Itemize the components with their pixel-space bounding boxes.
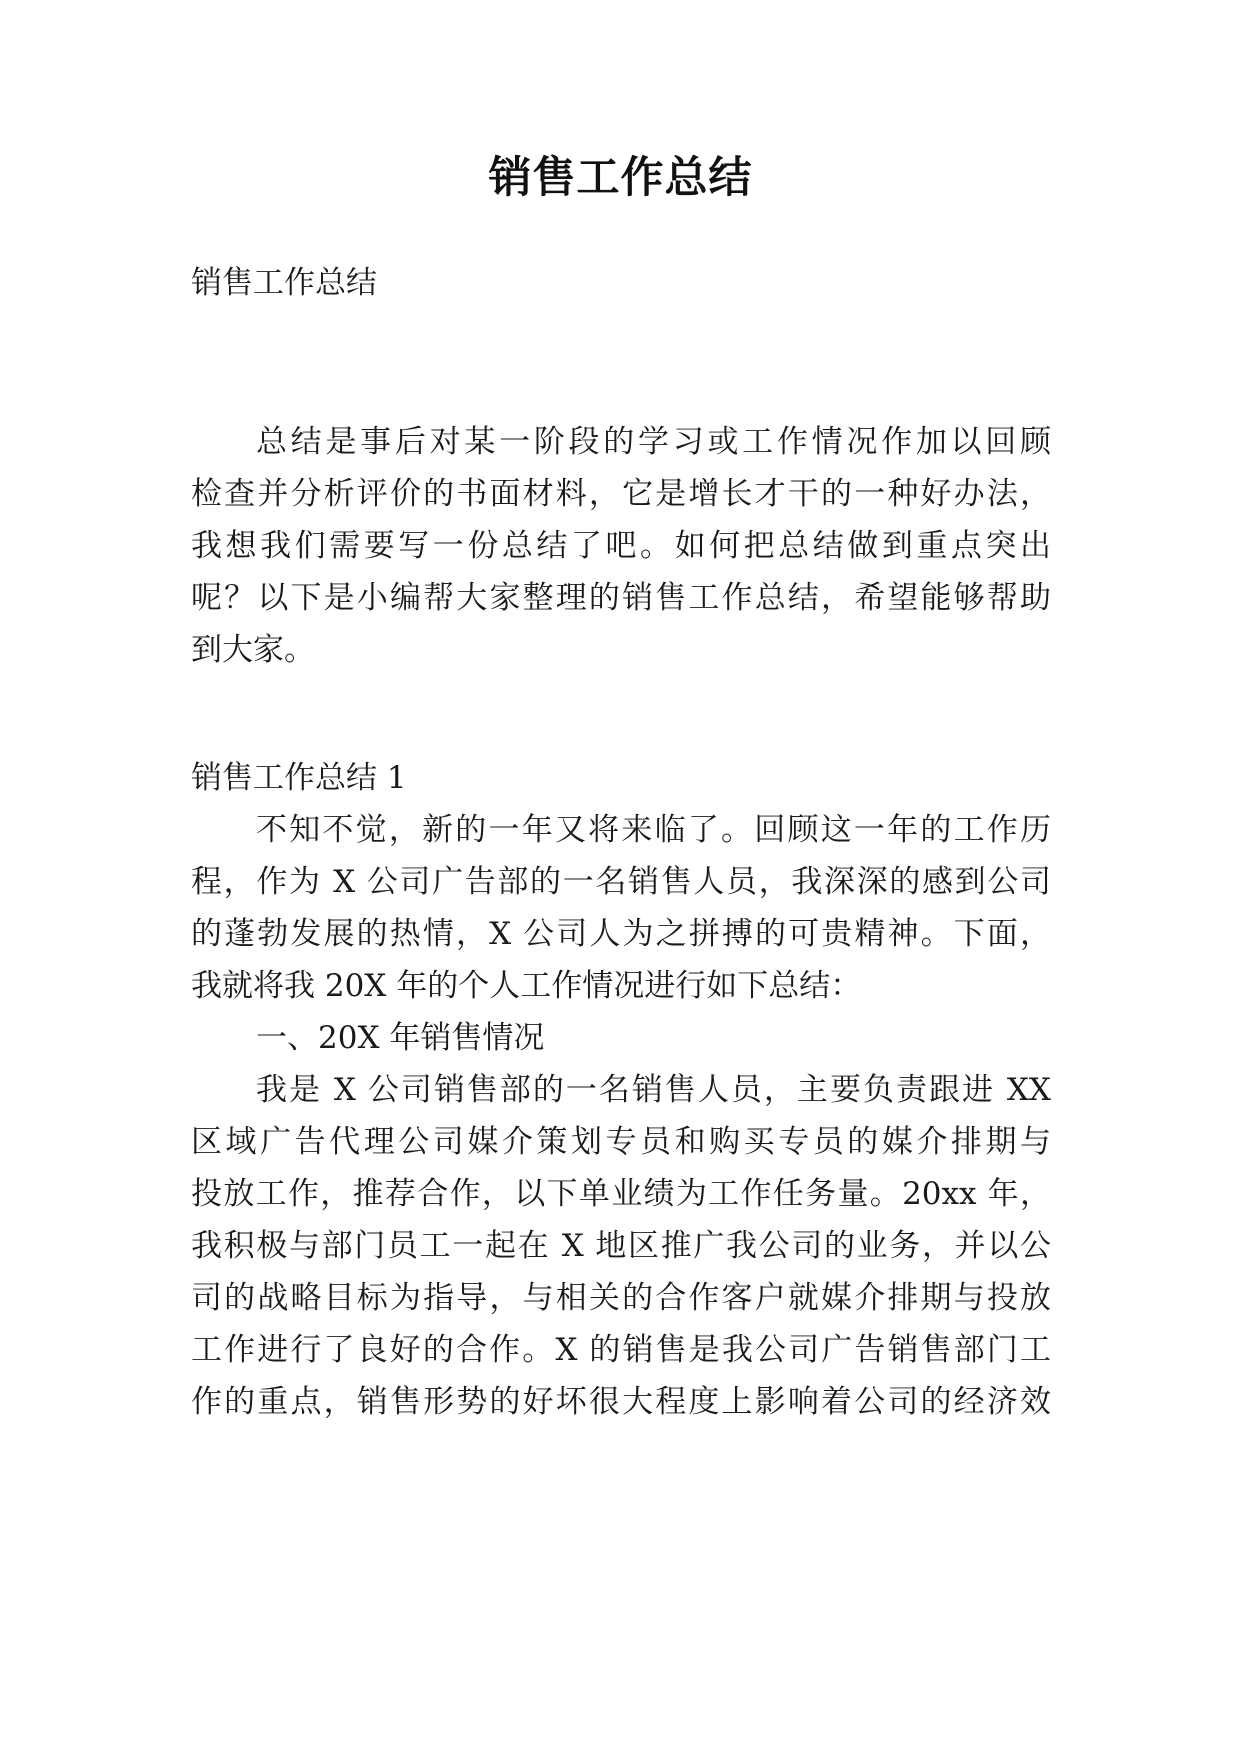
paragraph-line: 司的战略目标为指导，与相关的合作客户就媒介排期与投放 — [191, 1280, 1051, 1316]
paragraph-line: 工作进行了良好的合作。X 的销售是我公司广告销售部门工 — [191, 1332, 1051, 1368]
intro-line: 检查并分析评价的书面材料，它是增长才干的一种好办法， — [191, 476, 1051, 512]
section-heading: 销售工作总结 1 — [191, 760, 407, 796]
intro-line: 到大家。 — [191, 632, 315, 668]
paragraph-line: 我就将我 20X 年的个人工作情况进行如下总结： — [191, 968, 862, 1004]
paragraph-line: 我积极与部门员工一起在 X 地区推广我公司的业务，并以公 — [191, 1228, 1051, 1264]
intro-line: 呢？以下是小编帮大家整理的销售工作总结，希望能够帮助 — [191, 580, 1051, 616]
paragraph-line: 投放工作，推荐合作，以下单业绩为工作任务量。20xx 年， — [191, 1176, 1051, 1212]
intro-line: 总结是事后对某一阶段的学习或工作情况作加以回顾 — [256, 424, 1051, 460]
paragraph-line: 不知不觉，新的一年又将来临了。回顾这一年的工作历 — [256, 812, 1051, 848]
paragraph-line: 区域广告代理公司媒介策划专员和购买专员的媒介排期与 — [191, 1124, 1051, 1160]
paragraph-line: 程，作为 X 公司广告部的一名销售人员，我深深的感到公司 — [191, 864, 1051, 900]
document-title: 销售工作总结 — [488, 153, 753, 203]
intro-line: 我想我们需要写一份总结了吧。如何把总结做到重点突出 — [191, 528, 1051, 564]
paragraph-line: 我是 X 公司销售部的一名销售人员，主要负责跟进 XX — [256, 1072, 1051, 1108]
paragraph-line: 作的重点，销售形势的好坏很大程度上影响着公司的经济效 — [191, 1384, 1051, 1420]
subheading: 一、20X 年销售情况 — [256, 1020, 545, 1056]
document-subtitle: 销售工作总结 — [191, 265, 377, 301]
paragraph-line: 的蓬勃发展的热情，X 公司人为之拼搏的可贵精神。下面， — [191, 916, 1051, 952]
